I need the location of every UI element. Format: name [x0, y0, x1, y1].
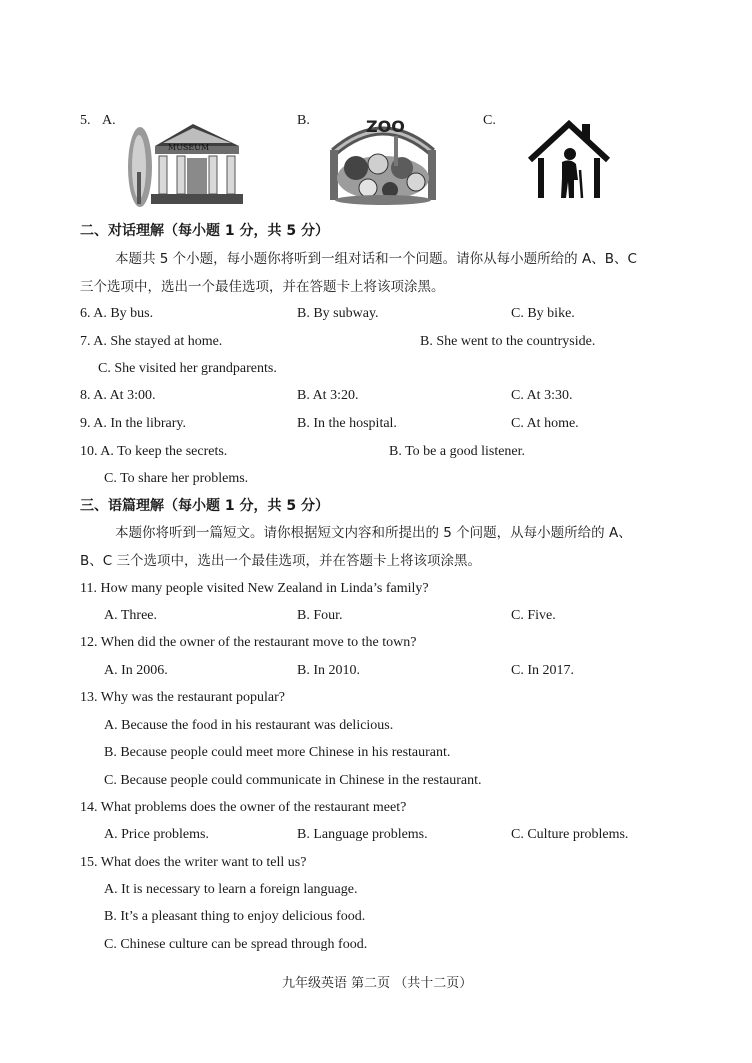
q10-option-b: B. To be a good listener.: [389, 444, 526, 459]
section2-instructions-line1: 本题共 5 个小题，每小题你将听到一组对话和一个问题。请你从每小题所给的 A、B、C: [115, 251, 637, 267]
q8-option-a: 8. A. At 3:00.: [80, 388, 156, 403]
section2-heading: 二、对话理解（每小题 1 分，共 5 分）: [80, 223, 329, 239]
museum-picture: [125, 112, 245, 207]
q7-option-b: B. She went to the countryside.: [420, 334, 596, 349]
q9-option-c: C. At home.: [511, 416, 579, 431]
section3-instructions-line1: 本题你将听到一篇短文。请你根据短文内容和所提出的 5 个问题，从每小题所给的 A、: [115, 525, 632, 541]
q9-option-a: 9. A. In the library.: [80, 416, 187, 431]
q15-stem: 15. What does the writer want to tell us?: [80, 855, 307, 870]
q12-option-c: C. In 2017.: [511, 663, 574, 678]
q10-option-c: C. To share her problems.: [104, 471, 249, 486]
q8-option-b: B. At 3:20.: [297, 388, 359, 403]
q13-option-b: B. Because people could meet more Chinese in his restaurant.: [104, 745, 451, 760]
q13-option-a: A. Because the food in his restaurant was delicious.: [104, 718, 394, 733]
q6-option-a: 6. A. By bus.: [80, 306, 154, 321]
section3-heading: 三、语篇理解（每小题 1 分，共 5 分）: [80, 498, 329, 514]
q14-option-b: B. Language problems.: [297, 827, 428, 842]
q14-stem: 14. What problems does the owner of the restaurant meet?: [80, 800, 407, 815]
q9-option-b: B. In the hospital.: [297, 416, 397, 431]
q12-stem: 12. When did the owner of the restaurant move to the town?: [80, 635, 417, 650]
q10-option-a: 10. A. To keep the secrets.: [80, 444, 228, 459]
q6-option-b: B. By subway.: [297, 306, 379, 321]
q14-option-a: A. Price problems.: [104, 827, 209, 842]
museum-sign-text: MUSEUM: [168, 143, 210, 152]
q5-number: 5.: [80, 113, 91, 128]
q5-option-c-label: C.: [483, 113, 496, 128]
q7-option-c: C. She visited her grandparents.: [98, 361, 277, 376]
q11-option-c: C. Five.: [511, 608, 556, 623]
section3-instructions-line2: B、C 三个选项中，选出一个最佳选项，并在答题卡上将该项涂黑。: [80, 553, 481, 569]
q5-option-a-label: A.: [102, 113, 116, 128]
q12-option-a: A. In 2006.: [104, 663, 168, 678]
q6-option-c: C. By bike.: [511, 306, 575, 321]
section2-instructions-line2: 三个选项中，选出一个最佳选项，并在答题卡上将该项涂黑。: [80, 279, 445, 295]
zoo-picture: [328, 112, 438, 207]
q11-option-a: A. Three.: [104, 608, 157, 623]
q15-option-c: C. Chinese culture can be spread through food.: [104, 937, 368, 952]
q13-stem: 13. Why was the restaurant popular?: [80, 690, 286, 705]
q13-option-c: C. Because people could communicate in Chinese in the restaurant.: [104, 773, 482, 788]
q7-option-a: 7. A. She stayed at home.: [80, 334, 223, 349]
q15-option-b: B. It’s a pleasant thing to enjoy delicious food.: [104, 909, 366, 924]
q11-option-b: B. Four.: [297, 608, 343, 623]
q12-option-b: B. In 2010.: [297, 663, 360, 678]
q8-option-c: C. At 3:30.: [511, 388, 573, 403]
zoo-sign-text: ZOO: [366, 117, 405, 136]
q15-option-a: A. It is necessary to learn a foreign language.: [104, 882, 358, 897]
q14-option-c: C. Culture problems.: [511, 827, 629, 842]
page-footer: 九年级英语 第二页 （共十二页）: [282, 976, 473, 991]
home-picture: [526, 118, 612, 200]
q11-stem: 11. How many people visited New Zealand in Linda’s family?: [80, 581, 429, 596]
q5-option-b-label: B.: [297, 113, 310, 128]
